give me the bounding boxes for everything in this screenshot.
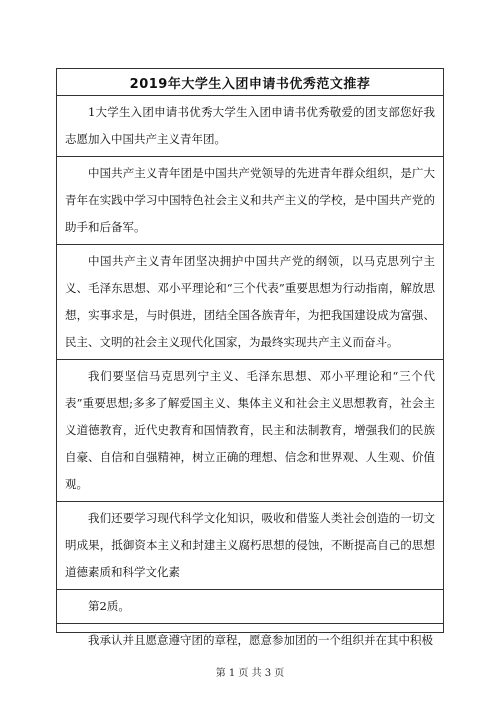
paragraph-2: 中国共产主义青年团是中国共产党领导的先进青年群众组织，是广大青年在实践中学习中国特色社会主义和共产主义的学校，是中国共产党的助手和后备军。 — [57, 157, 443, 245]
document-title: 2019年大学生入团申请书优秀范文推荐 — [129, 76, 371, 92]
paragraph-7: 我承认并且愿意遵守团的章程，愿意参加团的一个组织并在其中积极 — [88, 633, 433, 647]
page-footer: 第 1 页 共 3 页 — [215, 668, 285, 679]
paragraph-4: 我们要坚信马克思列宁主义、毛泽东思想、邓小平理论和“三个代表”重要思想;多多了解爱国主义、集体主义和社会主义思想教育，社会主义道德教育，近代史教育和国情教育，民主和法制教育，增强我们的民族自豪、自信和自强精神，树立正确的理想、信念和世界观、人生观、价值观。 — [57, 360, 443, 502]
paragraph-1: 1大学生入团申请书优秀大学生入团申请书优秀敬爱的团支部您好我志愿加入中国共产主义青年团。 — [57, 96, 443, 157]
document-table — [56, 68, 444, 647]
paragraph-6: 第2质。 — [57, 590, 443, 624]
paragraph-3: 中国共产主义青年团坚决拥护中国共产党的纲领，以马克思列宁主义、毛泽东思想、邓小平理论和“三个代表”重要思想为行动指南，解放思想，实事求是，与时俱进，团结全国各族青年，为把我国建设成为富强、民主、文明的社会主义现代化国家，为最终实现共产主义而奋斗。 — [57, 245, 443, 360]
paragraph-5: 我们还要学习现代科学文化知识，吸收和借鉴人类社会创造的一切文明成果，抵御资本主义和封建主义腐朽思想的侵蚀，不断提高自己的思想道德素质和科学文化素 — [57, 502, 443, 590]
title-row — [57, 69, 443, 96]
